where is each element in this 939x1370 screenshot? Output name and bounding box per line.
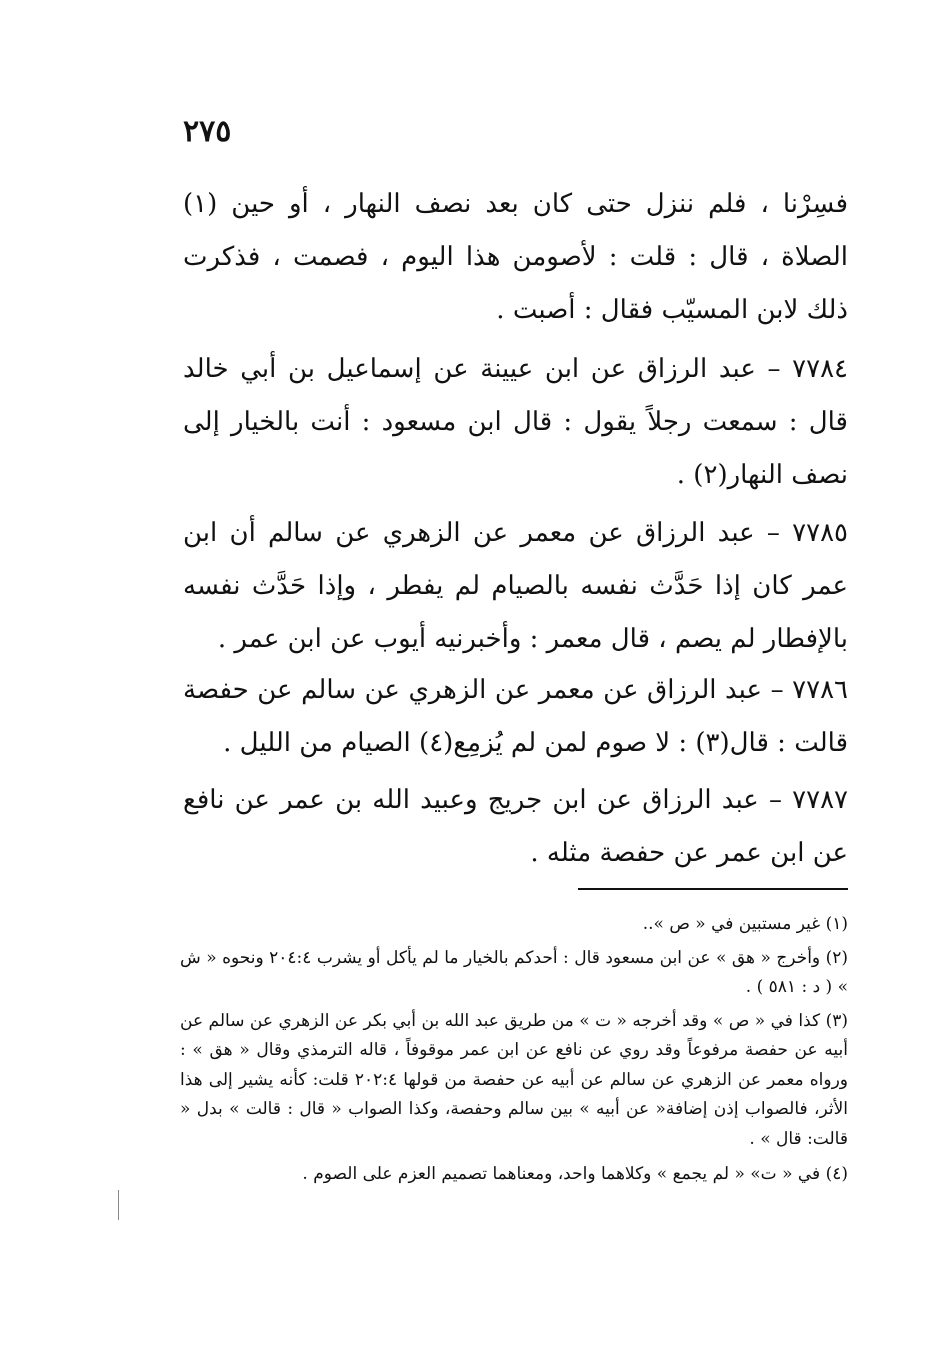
hadith-paragraph: ٧٧٨٧ – عبد الرزاق عن ابن جريج وعبيد الله بن عمر عن نافع عن ابن عمر عن حفصة مثله . — [183, 785, 848, 868]
footnote-divider — [578, 888, 848, 890]
hadith-paragraph: ٧٧٨٤ – عبد الرزاق عن ابن عيينة عن إسماعيل بن أبي خالد قال : سمعت رجلاً يقول : قال ابن مسعود : أنت بالخيار إلى نصف النهار(٢) . — [183, 354, 848, 490]
hadith-paragraph: ٧٧٨٦ – عبد الرزاق عن معمر عن الزهري عن سالم عن حفصة قالت : قال(٣) : لا صوم لمن لم يُزمِع(٤) الصيام من الليل . — [183, 675, 848, 758]
page-number: ٢٧٥ — [183, 114, 232, 149]
footnote: (٣) كذا في « ص » وقد أخرجه « ت » من طريق عبد الله بن أبي بكر عن الزهري عن سالم عن أبيه عن حفصة مرفوعاً وقد روي عن نافع عن ابن عمر موقوفاً ، قاله الترمذي وقال « هق » : ورواه معمر عن الزهري عن سالم عن أبيه عن حفصة من قولها ٢٠٢:٤ قلت: كأنه يشير إلى هذا الأثر، فالصواب إذن إضافة« عن أبيه » بين سالم وحفصة، وكذا الصواب « قال : قالت » بدل « قالت: قال » . — [180, 1010, 849, 1149]
footnote: (٤) في « ت» « لم يجمع » وكلاهما واحد، ومعناهما تصميم العزم على الصوم . — [302, 1164, 848, 1184]
hadith-paragraph: ٧٧٨٥ – عبد الرزاق عن معمر عن الزهري عن سالم أن ابن عمر كان إذا حَدَّث نفسه بالصيام لم يفطر ، وإذا حَدَّث نفسه بالإفطار لم يصم ، قال معمر : وأخبرنيه أيوب عن ابن عمر . — [183, 518, 848, 654]
hadith-paragraph: فسِرْنا ، فلم ننزل حتى كان بعد نصف النهار ، أو حين (١) الصلاة ، قال : قلت : لأصومن هذا اليوم ، فصمت ، فذكرت ذلك لابن المسيّب فقال : أصبت . — [183, 189, 848, 325]
footnote: (٢) وأخرج « هق » عن ابن مسعود قال : أحدكم بالخيار ما لم يأكل أو يشرب ٢٠٤:٤ ونحوه « ش » ( د : ٥٨١ ) . — [180, 947, 848, 997]
footnotes — [180, 910, 848, 1194]
margin-mark — [118, 1190, 119, 1220]
footnote: (١) غير مستبين في « ص ».. — [642, 914, 848, 934]
